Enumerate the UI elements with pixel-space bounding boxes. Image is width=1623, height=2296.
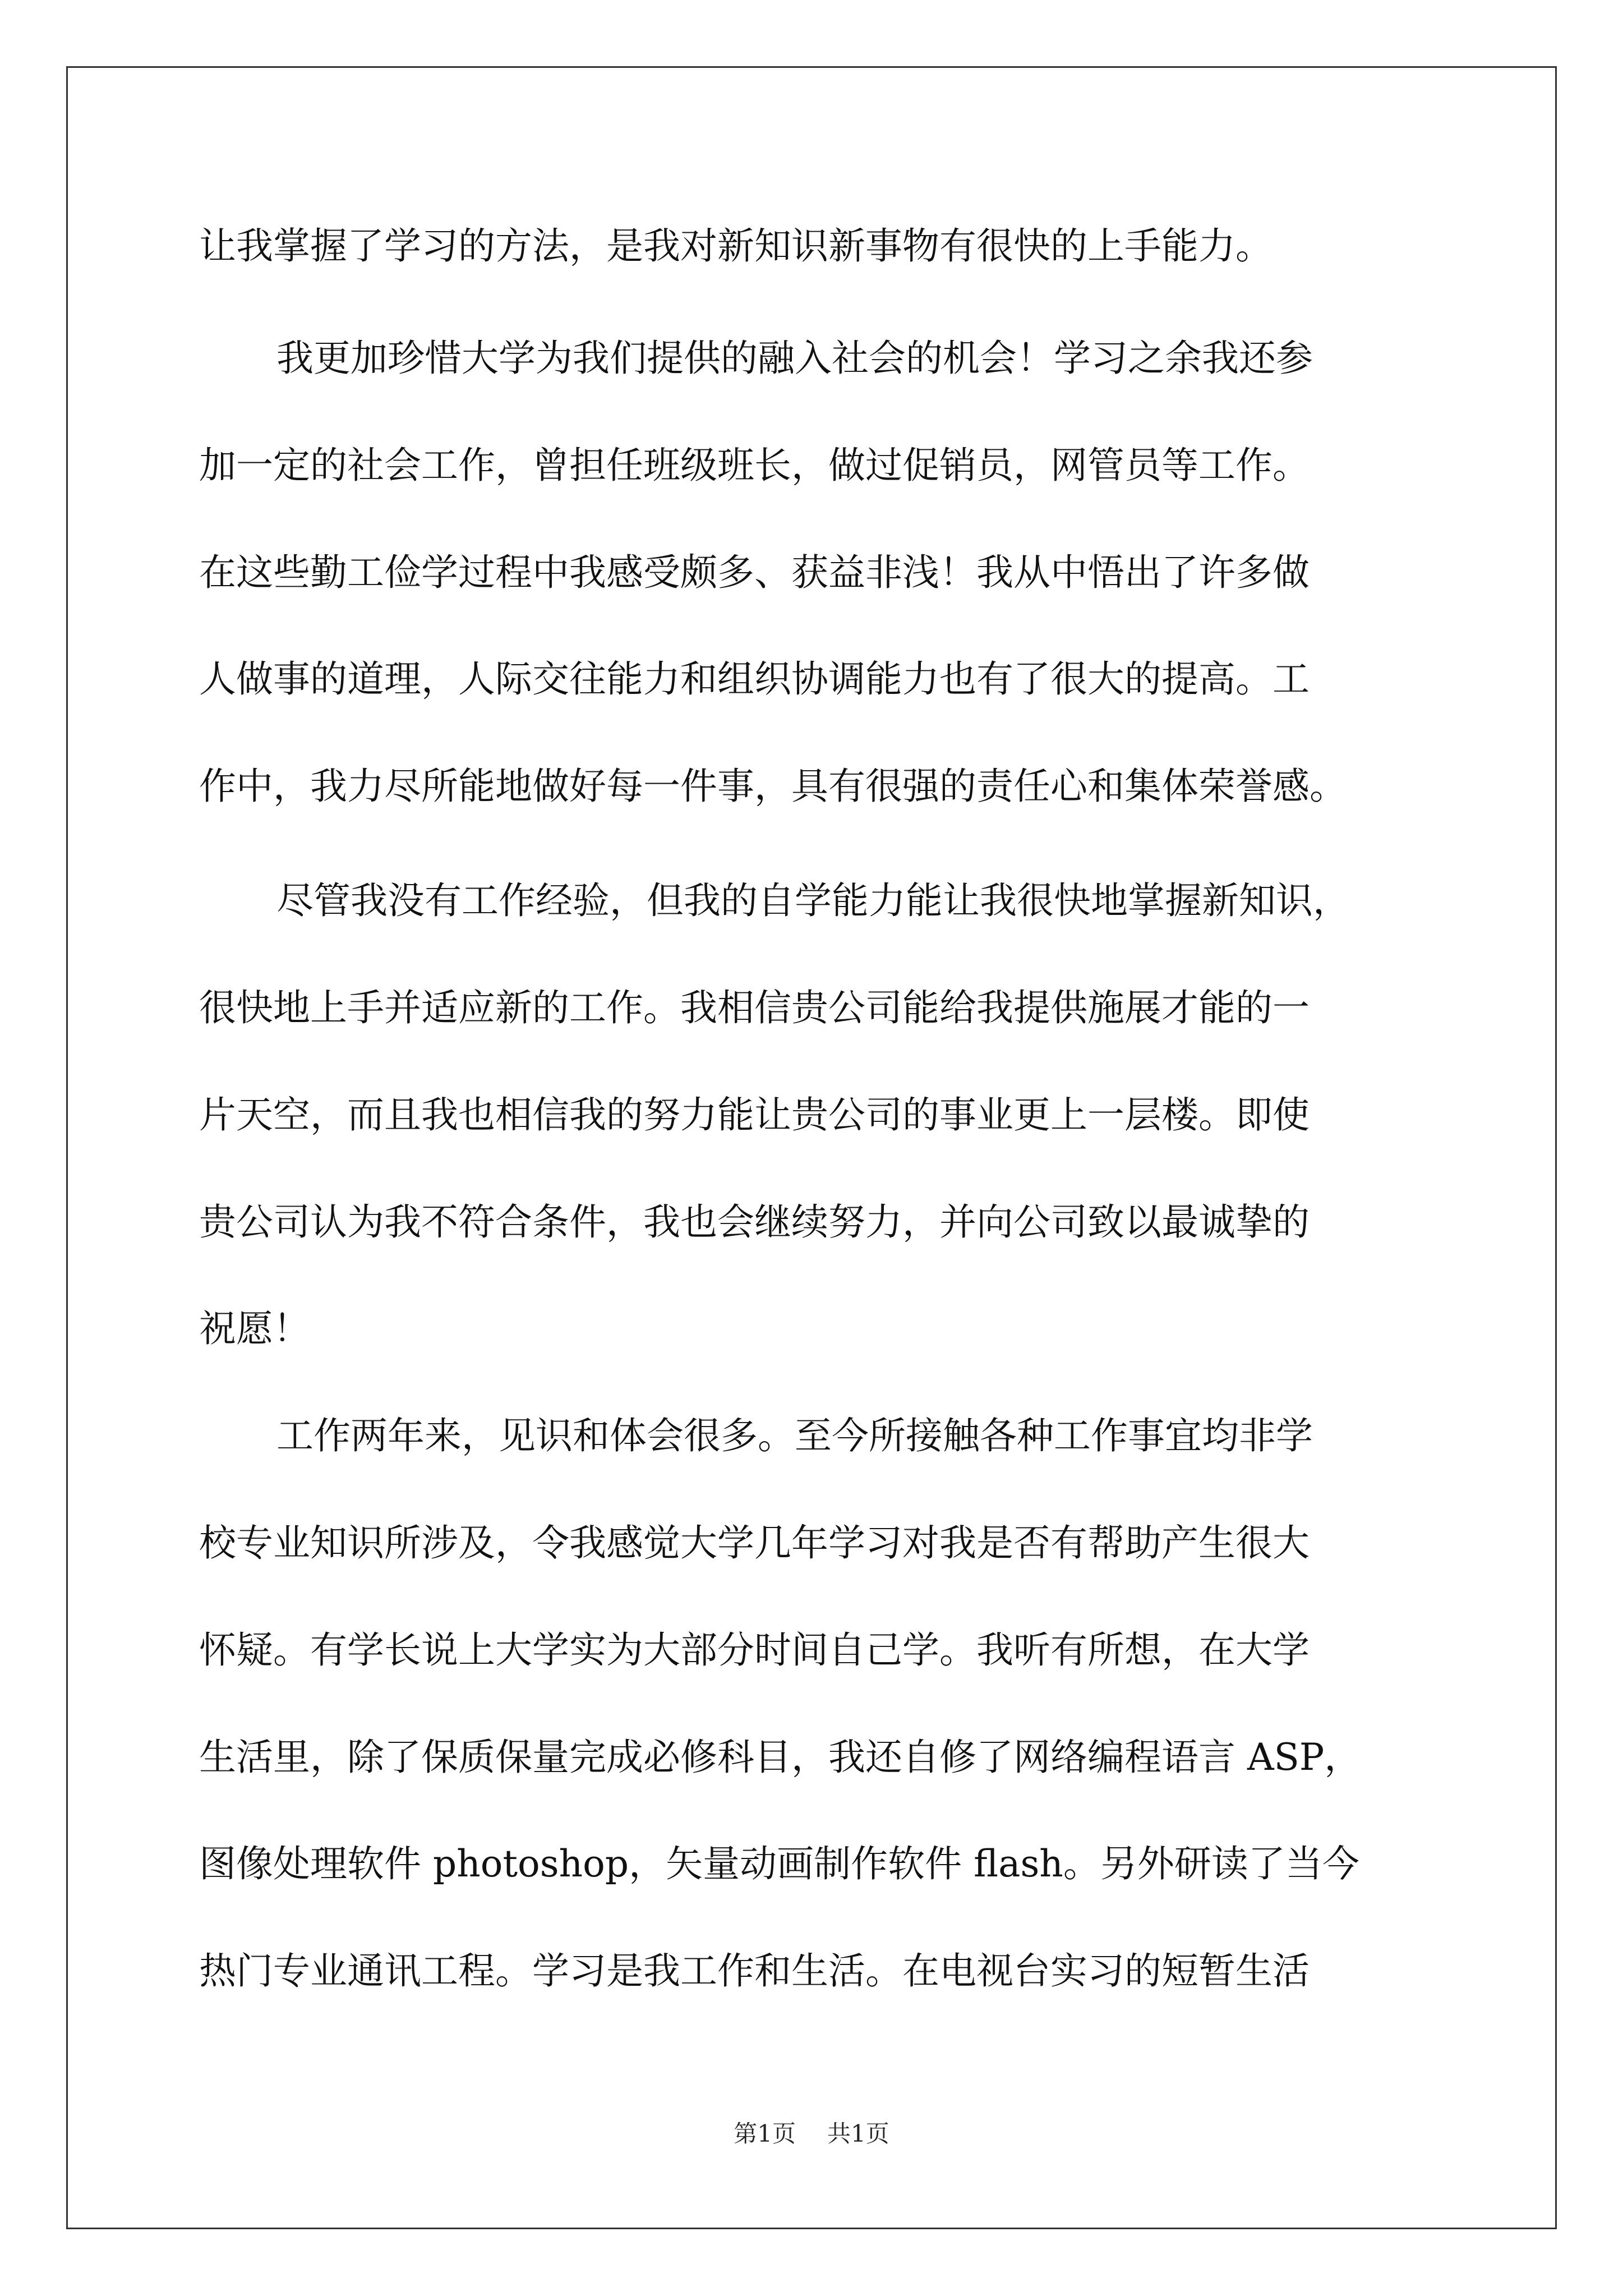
text-line: 很快地上手并适应新的工作。我相信贵公司能给我提供施展才能的一	[199, 986, 1310, 1029]
text-line: 在这些勤工俭学过程中我感受颇多、获益非浅！我从中悟出了许多做	[199, 551, 1310, 594]
text-line: 祝愿！	[199, 1307, 310, 1350]
text-line: 生活里，除了保质保量完成必修科目，我还自修了网络编程语言 ASP，	[199, 1736, 1362, 1779]
text-line: 加一定的社会工作，曾担任班级班长，做过促销员，网管员等工作。	[199, 444, 1310, 487]
paragraph-first-line: 工作两年来，见识和体会很多。至今所接触各种工作事宜均非学	[276, 1414, 1313, 1457]
text-line: 校专业知识所涉及，令我感觉大学几年学习对我是否有帮助产生很大	[199, 1521, 1310, 1565]
page-number: 第1页	[734, 2120, 796, 2147]
paragraph-first-line: 我更加珍惜大学为我们提供的融入社会的机会！学习之余我还参	[276, 337, 1313, 380]
text-line: 作中，我力尽所能地做好每一件事，具有很强的责任心和集体荣誉感。	[199, 765, 1347, 808]
paragraph-first-line: 尽管我没有工作经验，但我的自学能力能让我很快地掌握新知识，	[276, 879, 1350, 922]
page-total: 共1页	[827, 2120, 889, 2147]
text-line: 人做事的道理，人际交往能力和组织协调能力也有了很大的提高。工	[199, 657, 1310, 701]
text-line: 热门专业通讯工程。学习是我工作和生活。在电视台实习的短暂生活	[199, 1949, 1310, 1993]
text-line: 片天空，而且我也相信我的努力能让贵公司的事业更上一层楼。即使	[199, 1093, 1310, 1137]
page-footer	[0, 2122, 1623, 2146]
text-line: 图像处理软件 photoshop，矢量动画制作软件 flash。另外研读了当今	[199, 1842, 1359, 1885]
text-line: 贵公司认为我不符合条件，我也会继续努力，并向公司致以最诚挚的	[199, 1200, 1310, 1244]
text-line: 让我掌握了学习的方法，是我对新知识新事物有很快的上手能力。	[199, 224, 1272, 268]
page-border	[66, 66, 1557, 2229]
text-line: 怀疑。有学长说上大学实为大部分时间自己学。我听有所想，在大学	[199, 1628, 1310, 1672]
